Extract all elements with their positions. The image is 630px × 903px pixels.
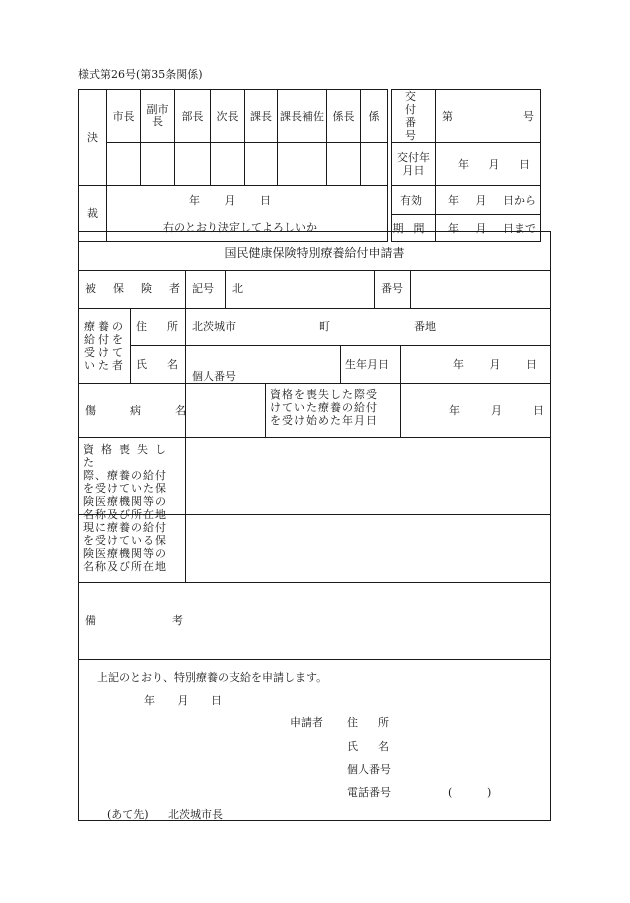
applicant-name-label: 氏名 — [347, 740, 409, 753]
role-section-chief: 課長 — [245, 90, 278, 143]
stamp-assistant-chief[interactable] — [278, 143, 327, 186]
form-title: 国民健康保険特別療養給付申請書 — [224, 246, 405, 260]
role-unit-chief: 係長 — [327, 90, 361, 143]
number-label: 番号 — [381, 282, 403, 295]
applicant-label: 申請者 — [290, 716, 323, 729]
name-label: 氏名 — [136, 358, 198, 371]
role-vice-mayor: 副市長 — [141, 90, 175, 143]
stamp-deputy-director[interactable] — [211, 143, 245, 186]
statement-text: 上記のとおり、特別療養の支給を申請します。 — [97, 671, 328, 684]
decision-text: 右のとおり決定してよろしいか — [107, 215, 388, 242]
role-director: 部長 — [175, 90, 211, 143]
sai-label: 裁 — [79, 186, 107, 242]
symbol-value[interactable]: 北 — [232, 282, 243, 295]
stamp-vice-mayor[interactable] — [141, 143, 175, 186]
applicant-phone-label: 電話番号 — [347, 786, 391, 799]
ketsu-label: 決 — [79, 90, 107, 186]
symbol-label: 記号 — [192, 282, 214, 295]
addressee-label: (あて先) — [107, 808, 149, 821]
insured-label: 被保険者 — [85, 282, 197, 295]
address-label: 住所 — [136, 320, 198, 333]
personal-no-label: 個人番号 — [192, 370, 236, 383]
role-assistant-chief: 課長補佐 — [278, 90, 327, 143]
recipient-label: 療養の 給付を 受けて いた者 — [84, 320, 126, 372]
apply-date: 年 月 日 — [144, 694, 222, 707]
lost-start-value: 年 月 日 — [449, 404, 544, 417]
stamp-staff[interactable] — [361, 143, 388, 186]
applicant-personal-no-label: 個人番号 — [347, 763, 391, 776]
valid-from-cell: 年 月 日から — [436, 186, 541, 215]
decision-date: 年 月 日 — [107, 186, 388, 215]
valid-to-cell: 年 月 日まで — [436, 215, 541, 242]
address-banchi: 番地 — [414, 320, 436, 333]
lost-institution-label: 資格喪失した 際、療養の給付 を受けていた保 険医療機関等の 名称及び所在地 — [83, 443, 173, 521]
stamp-mayor[interactable] — [107, 143, 141, 186]
stamp-director[interactable] — [175, 143, 211, 186]
stamp-section-chief[interactable] — [245, 143, 278, 186]
application-form — [78, 231, 551, 821]
phone-paren-open: ( — [448, 786, 453, 799]
role-deputy-director: 次長 — [211, 90, 245, 143]
lost-start-label: 資格を喪失した際受 けていた療養の給付 を受け始めた年月日 — [270, 388, 378, 427]
valid-label-2: 期間 — [392, 215, 436, 242]
approval-table — [78, 89, 541, 242]
address-city[interactable]: 北茨城市 — [192, 320, 236, 333]
phone-paren-close: ) — [487, 786, 492, 799]
remarks-label: 備考 — [85, 614, 259, 627]
issue-no-cell: 第 号 — [436, 90, 541, 143]
addressee-name: 北茨城市長 — [168, 808, 223, 821]
form-number-label: 様式第26号(第35条関係) — [78, 68, 203, 81]
role-mayor: 市長 — [107, 90, 141, 143]
issue-date-cell: 年 月 日 — [436, 143, 541, 186]
birth-value: 年 月 日 — [453, 358, 537, 371]
address-town: 町 — [319, 320, 330, 333]
issue-no-label: 交付番号 — [392, 90, 436, 143]
role-staff: 係 — [361, 90, 388, 143]
birth-label: 生年月日 — [345, 358, 389, 371]
injury-label: 傷病名 — [85, 404, 220, 417]
current-institution-label: 現に療養の給付 を受けている保 険医療機関等の 名称及び所在地 — [83, 521, 167, 573]
valid-label-1: 有効 — [392, 186, 436, 215]
issue-date-label: 交付年月日 — [392, 143, 436, 186]
stamp-unit-chief[interactable] — [327, 143, 361, 186]
applicant-address-label: 住所 — [347, 716, 409, 729]
